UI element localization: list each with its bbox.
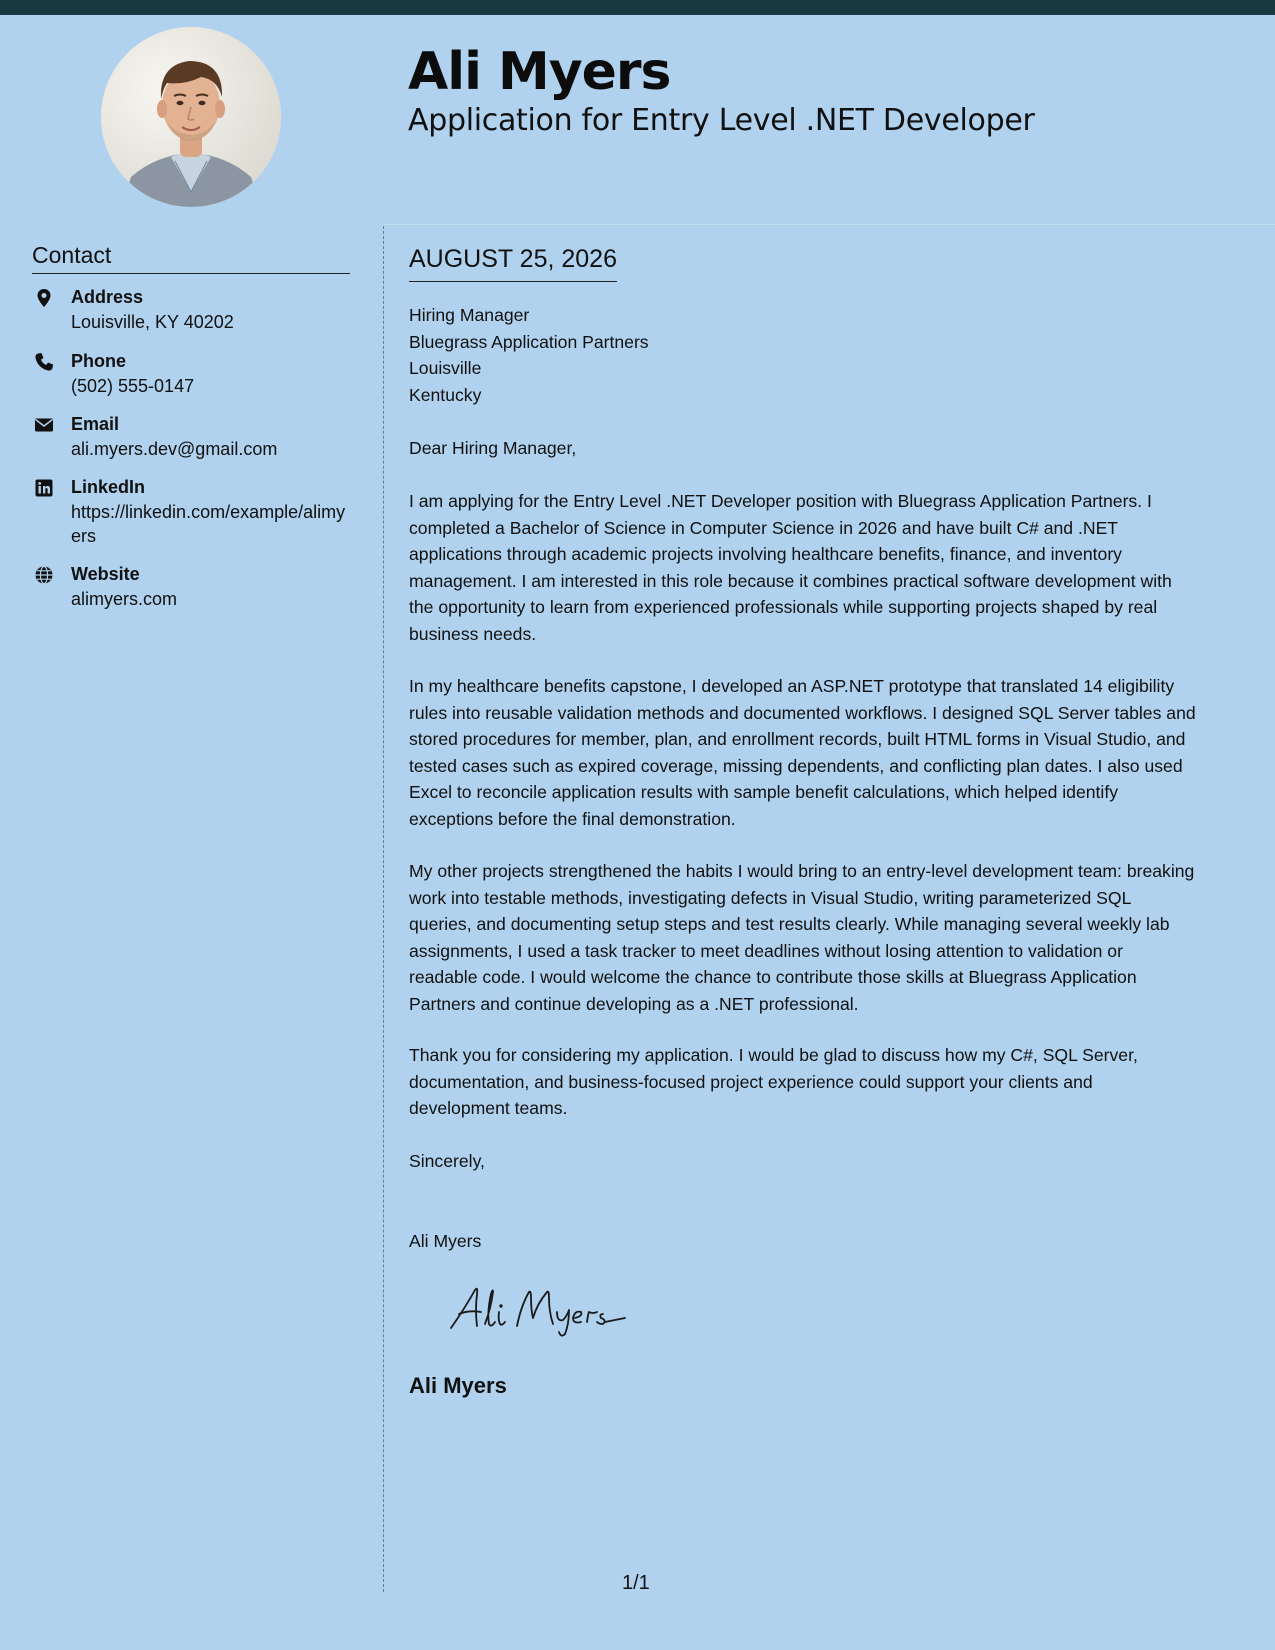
top-bar xyxy=(0,0,1275,15)
paragraph-line: queries, and documenting setup steps and test results clearly. While managing several weekly lab xyxy=(409,914,1170,934)
page-number: 1/1 xyxy=(622,1572,650,1594)
recipient-line: Hiring Manager xyxy=(409,305,530,325)
paragraph-line: exceptions before the final demonstration. xyxy=(409,808,736,829)
paragraph-line: applications through academic projects involving healthcare benefits, finance, and inventory xyxy=(409,544,1122,564)
paragraph-line: Excel to reconcile application results with sample benefit calculations, which helped identify xyxy=(409,782,1119,802)
salutation-text: Dear Hiring Manager, xyxy=(409,438,577,458)
paragraph-line: development teams. xyxy=(409,1098,568,1118)
typed-name xyxy=(409,1228,1251,1255)
recipient-line: Kentucky xyxy=(409,384,482,405)
recipient-block xyxy=(409,302,1251,408)
address-label: Address xyxy=(71,287,144,307)
linkedin-label: LinkedIn xyxy=(71,477,146,497)
phone-icon xyxy=(34,352,54,372)
email-label: Email xyxy=(71,414,120,434)
paragraph-line: management. I am interested in this role because it combines practical software development with xyxy=(409,570,1172,591)
recipient-line: Louisville xyxy=(409,358,482,378)
paragraph-line: completed a Bachelor of Science in Computer Science in 2026 and have built C# and .NET xyxy=(409,517,1119,538)
paragraph-3 xyxy=(409,858,1251,1017)
linkedin-icon xyxy=(34,478,54,498)
handwritten-signature xyxy=(445,1278,645,1338)
paragraph-line: work into testable methods, investigating defects in Visual Studio, writing parameterized SQL xyxy=(409,887,1132,908)
salutation xyxy=(409,435,1251,462)
address-value: Louisville, KY 40202 xyxy=(71,312,234,332)
closing-text: Sincerely, xyxy=(409,1151,485,1171)
paragraph-line: the opportunity to learn from experienced professionals while supporting projects shaped by real xyxy=(409,597,1158,617)
linkedin-value[interactable]: https://linkedin.com/example/alimyers xyxy=(71,502,346,546)
paragraph-line: tested cases such as expired coverage, missing dependents, and conflicting plan dates. I also used xyxy=(409,755,1183,776)
website-label: Website xyxy=(71,564,140,584)
profile-photo xyxy=(101,27,281,207)
paragraph-line: In my healthcare benefits capstone, I developed an ASP.NET prototype that translated 14 eligibility xyxy=(409,676,1175,696)
envelope-icon xyxy=(34,415,54,435)
paragraph-line: I am applying for the Entry Level .NET Developer position with Bluegrass Application Partners. I xyxy=(409,491,1152,511)
paragraph-line: Thank you for considering my application. I would be glad to discuss how my C#, SQL Server, xyxy=(409,1045,1138,1065)
applicant-name: Ali Myers xyxy=(408,42,671,102)
paragraph-line: documentation, and business-focused project experience could support your clients and xyxy=(409,1071,1093,1092)
typed-name-text: Ali Myers xyxy=(409,1231,482,1251)
phone-value: (502) 555-0147 xyxy=(71,376,195,396)
paragraph-line: assignments, I used a task tracker to meet deadlines without losing attention to validation or xyxy=(409,940,1123,961)
paragraph-1 xyxy=(409,488,1251,647)
closing xyxy=(409,1148,1251,1175)
location-pin-icon xyxy=(34,288,54,308)
website-value[interactable]: alimyers.com xyxy=(71,589,178,609)
column-divider xyxy=(383,226,384,1592)
globe-icon xyxy=(34,565,54,585)
letter-date: AUGUST 25, 2026 xyxy=(409,243,617,282)
paragraph-line: business needs. xyxy=(409,623,537,644)
paragraph-line: Partners and continue developing as a .NET professional. xyxy=(409,993,859,1014)
phone-label: Phone xyxy=(71,351,127,371)
paragraph-line: stored procedures for member, plan, and enrollment records, built HTML forms in Visual Studio, and xyxy=(409,729,1186,749)
paragraph-4 xyxy=(409,1042,1251,1122)
paragraph-line: My other projects strengthened the habits I would bring to an entry-level development team: breaking xyxy=(409,861,1195,881)
application-title: Application for Entry Level .NET Developer xyxy=(408,103,1035,138)
paragraph-line: rules into reusable validation methods and documented workflows. I designed SQL Server tables and xyxy=(409,702,1196,723)
email-value[interactable]: ali.myers.dev@gmail.com xyxy=(71,439,278,459)
header-divider xyxy=(384,224,1275,225)
recipient-line: Bluegrass Application Partners xyxy=(409,331,649,352)
paragraph-line: readable code. I would welcome the chance to contribute those skills at Bluegrass Application xyxy=(409,967,1137,987)
paragraph-2 xyxy=(409,673,1251,832)
signature-name: Ali Myers xyxy=(409,1373,507,1398)
contact-heading: Contact xyxy=(32,240,350,274)
